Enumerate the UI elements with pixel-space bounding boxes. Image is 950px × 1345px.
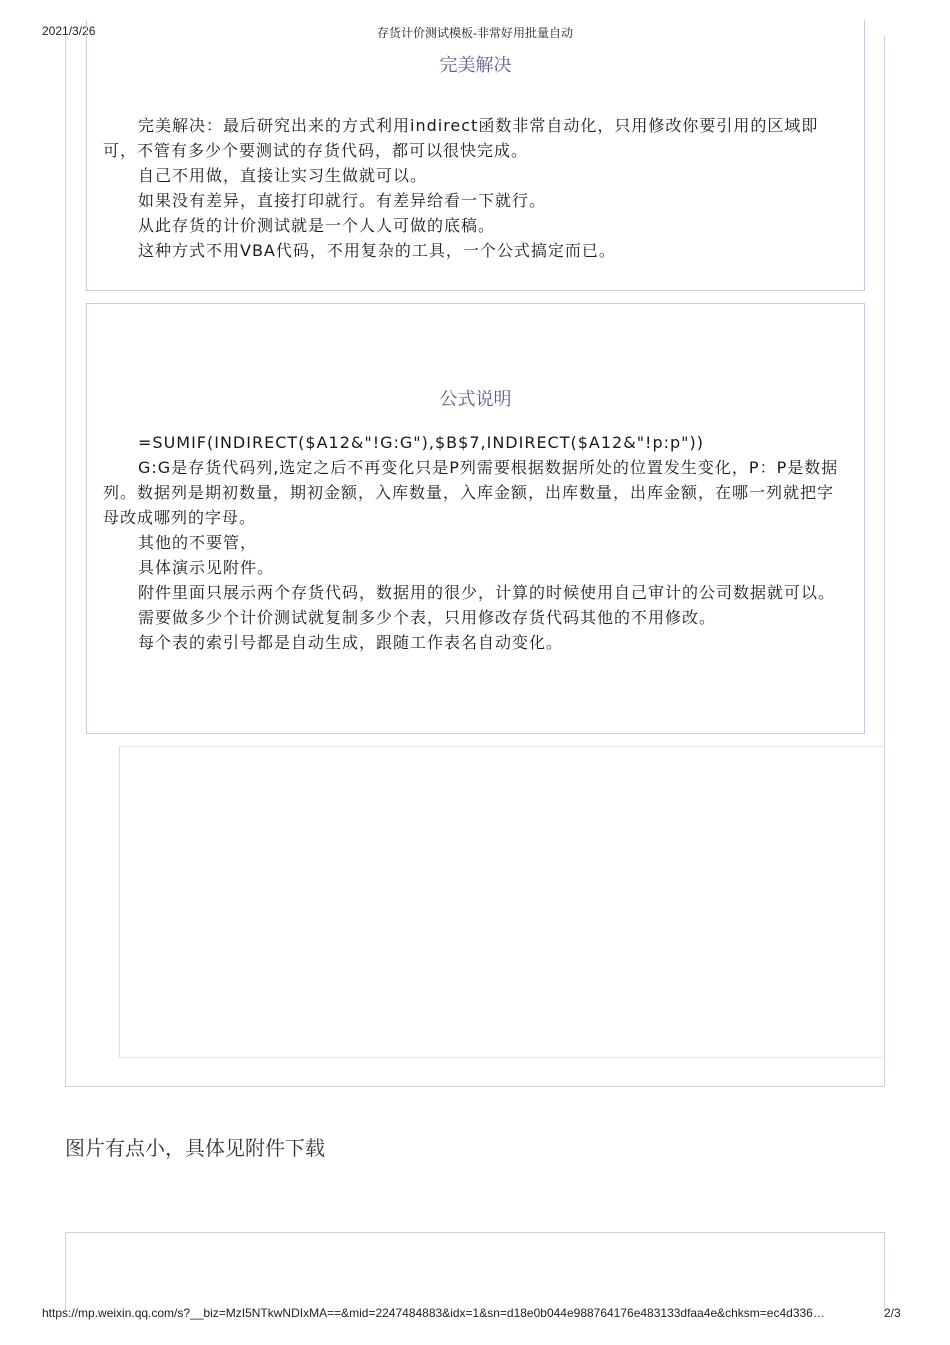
paragraph: 需要做多少个计价测试就复制多少个表，只用修改存货代码其他的不用修改。: [138, 608, 717, 627]
formula-explanation-body: [103, 430, 848, 655]
perfect-solution-card: [86, 20, 865, 291]
page-url: https://mp.weixin.qq.com/s?__biz=MzI5NTkwNDIxMA==&mid=2247484883&idx=1&sn=d18e0b044e988764176e483133dfaa4e&chksm=ec4d336…: [42, 1306, 825, 1320]
paragraph: 从此存货的计价测试就是一个人人可做的底稿。: [138, 216, 496, 235]
perfect-solution-title: 完美解决: [439, 55, 512, 76]
paragraph: 每个表的索引号都是自动生成，跟随工作表名自动变化。: [138, 633, 564, 652]
document-title: 存货计价测试模板-非常好用批量自动: [377, 26, 573, 40]
attachment-note: 图片有点小，具体见附件下载: [65, 1136, 325, 1160]
perfect-solution-body: [103, 113, 848, 263]
paragraph: 具体演示见附件。: [138, 558, 275, 577]
paragraph: 完美解决：最后研究出来的方式利用indirect函数非常自动化，只用修改你要引用的区域即可，不管有多少个要测试的存货代码，都可以很快完成。: [103, 116, 819, 160]
paragraph: 附件里面只展示两个存货代码，数据用的很少，计算的时候使用自己审计的公司数据就可以。: [138, 583, 836, 602]
formula-explanation-card: [86, 303, 865, 734]
page-number: 2/3: [884, 1306, 901, 1320]
paragraph: 如果没有差异，直接打印就行。有差异给看一下就行。: [138, 191, 547, 210]
formula-explanation-title: 公式说明: [439, 389, 512, 410]
paragraph: G:G是存货代码列,选定之后不再变化只是P列需要根据数据所处的位置发生变化，P：P是数据列。数据列是期初数量，期初金额，入库数量，入库金额，出库数量，出库金额，在哪一列就把字母改成哪列的字母。: [103, 458, 839, 527]
paragraph: 自己不用做，直接让实习生做就可以。: [138, 166, 428, 185]
paragraph: 其他的不要管，: [138, 533, 258, 552]
paragraph: 这种方式不用VBA代码，不用复杂的工具，一个公式搞定而已。: [138, 241, 616, 260]
next-section-frame: [65, 1232, 885, 1312]
embedded-image-placeholder: [119, 746, 885, 1058]
formula-text: =SUMIF(INDIRECT($A12&"!G:G"),$B$7,INDIRECT($A12&"!p:p")): [138, 433, 705, 452]
print-date: 2021/3/26: [42, 24, 96, 38]
